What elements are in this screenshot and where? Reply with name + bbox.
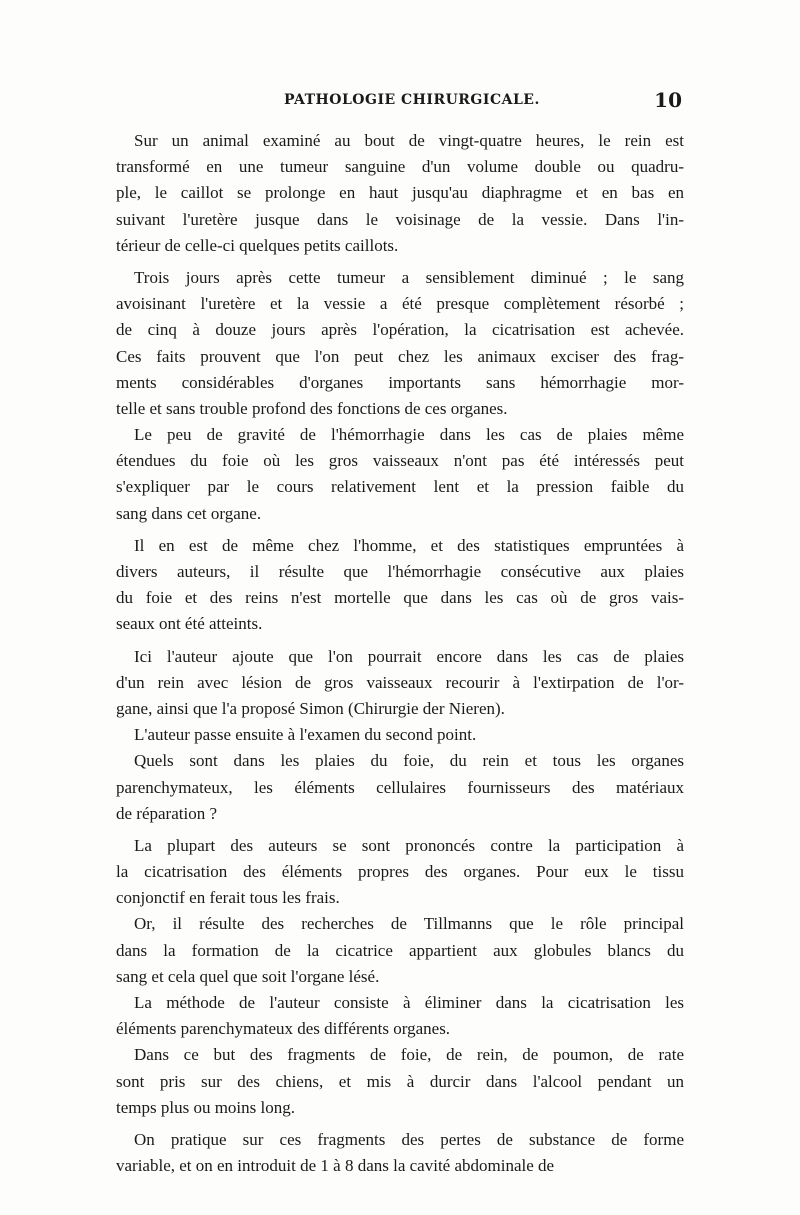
body-text	[116, 128, 684, 1179]
text-line: sang et cela quel que soit l'organe lésé.	[116, 966, 380, 986]
text-line: Il en est de même chez l'homme, et des statistiques empruntées à	[134, 535, 684, 555]
text-line: telle et sans trouble profond des fonctions de ces organes.	[116, 398, 508, 418]
text-line: sont pris sur des chiens, et mis à durcir dans l'alcool pendant un	[116, 1071, 684, 1091]
paragraph	[116, 990, 684, 1042]
text-line: Or, il résulte des recherches de Tillmanns que le rôle principal	[134, 914, 684, 934]
text-line: la cicatrisation des éléments propres des organes. Pour eux le tissu	[116, 862, 684, 882]
text-line: divers auteurs, il résulte que l'hémorrhagie consécutive aux plaies	[116, 562, 684, 581]
text-line: Sur un animal examiné au bout de vingt-quatre heures, le rein est	[134, 131, 684, 150]
text-line: étendues du foie où les gros vaisseaux n'ont pas été intéressés peut	[116, 451, 684, 471]
text-line: parenchymateux, les éléments cellulaires fournisseurs des matériaux	[116, 777, 684, 797]
paragraph	[116, 128, 684, 259]
running-head	[116, 88, 686, 118]
paragraph	[116, 748, 684, 827]
paragraph	[116, 644, 684, 723]
text-line: conjonctif en ferait tous les frais.	[116, 888, 340, 908]
text-line: d'un rein avec lésion de gros vaisseaux recourir à l'extirpation de l'or-	[116, 672, 684, 692]
paragraph	[116, 422, 684, 527]
text-line: La plupart des auteurs se sont prononcés contre la participation à	[134, 835, 684, 855]
text-line: térieur de celle-ci quelques petits caillots.	[116, 235, 399, 255]
text-line: ments considérables d'organes importants sans hémorrhagie mor-	[116, 372, 684, 392]
text-line: Ces faits prouvent que l'on peut chez les animaux exciser des frag-	[116, 346, 684, 366]
text-line: L'auteur passe ensuite à l'examen du second point.	[134, 725, 477, 745]
text-line: Trois jours après cette tumeur a sensiblement diminué ; le sang	[134, 267, 684, 287]
text-line: La méthode de l'auteur consiste à éliminer dans la cicatrisation les	[134, 993, 684, 1012]
paragraph	[116, 1127, 684, 1179]
text-line: seaux ont été atteints.	[116, 614, 263, 634]
text-line: avoisinant l'uretère et la vessie a été presque complètement résorbé ;	[116, 294, 684, 314]
text-line: s'expliquer par le cours relativement lent et la pression faible du	[116, 477, 684, 497]
text-line: Quels sont dans les plaies du foie, du rein et tous les organes	[134, 751, 684, 771]
page-number: 10	[654, 88, 682, 112]
text-line: On pratique sur ces fragments des pertes de substance de forme	[134, 1129, 684, 1149]
text-line: sang dans cet organe.	[116, 503, 262, 523]
text-line: temps plus ou moins long.	[116, 1097, 295, 1117]
text-line: suivant l'uretère jusque dans le voisinage de la vessie. Dans l'in-	[116, 209, 684, 229]
paragraph	[116, 911, 684, 990]
text-line: transformé en une tumeur sanguine d'un volume double ou quadru-	[116, 157, 684, 177]
paragraph	[116, 722, 684, 748]
text-line: Dans ce but des fragments de foie, de rein, de poumon, de rate	[134, 1045, 684, 1065]
paragraph	[116, 533, 684, 638]
paragraph	[116, 1042, 684, 1121]
text-line: dans la formation de la cicatrice appartient aux globules blancs du	[116, 940, 684, 960]
text-line: de cinq à douze jours après l'opération, la cicatrisation est achevée.	[116, 320, 684, 340]
text-line: variable, et on en introduit de 1 à 8 dans la cavité abdominale de	[116, 1156, 555, 1176]
text-line: Le peu de gravité de l'hémorrhagie dans les cas de plaies même	[134, 425, 684, 445]
paragraph	[116, 265, 684, 422]
text-line: de réparation ?	[116, 803, 217, 823]
paragraph	[116, 833, 684, 912]
text-line: Ici l'auteur ajoute que l'on pourrait encore dans les cas de plaies	[134, 646, 684, 666]
text-line: gane, ainsi que l'a proposé Simon (Chirurgie der Nieren).	[116, 698, 505, 718]
text-line: éléments parenchymateux des différents organes.	[116, 1019, 451, 1039]
running-title: PATHOLOGIE CHIRURGICALE.	[284, 92, 540, 108]
text-line: du foie et des reins n'est mortelle que dans les cas où de gros vais-	[116, 588, 684, 608]
text-line: ple, le caillot se prolonge en haut jusqu'au diaphragme et en bas en	[116, 183, 684, 203]
